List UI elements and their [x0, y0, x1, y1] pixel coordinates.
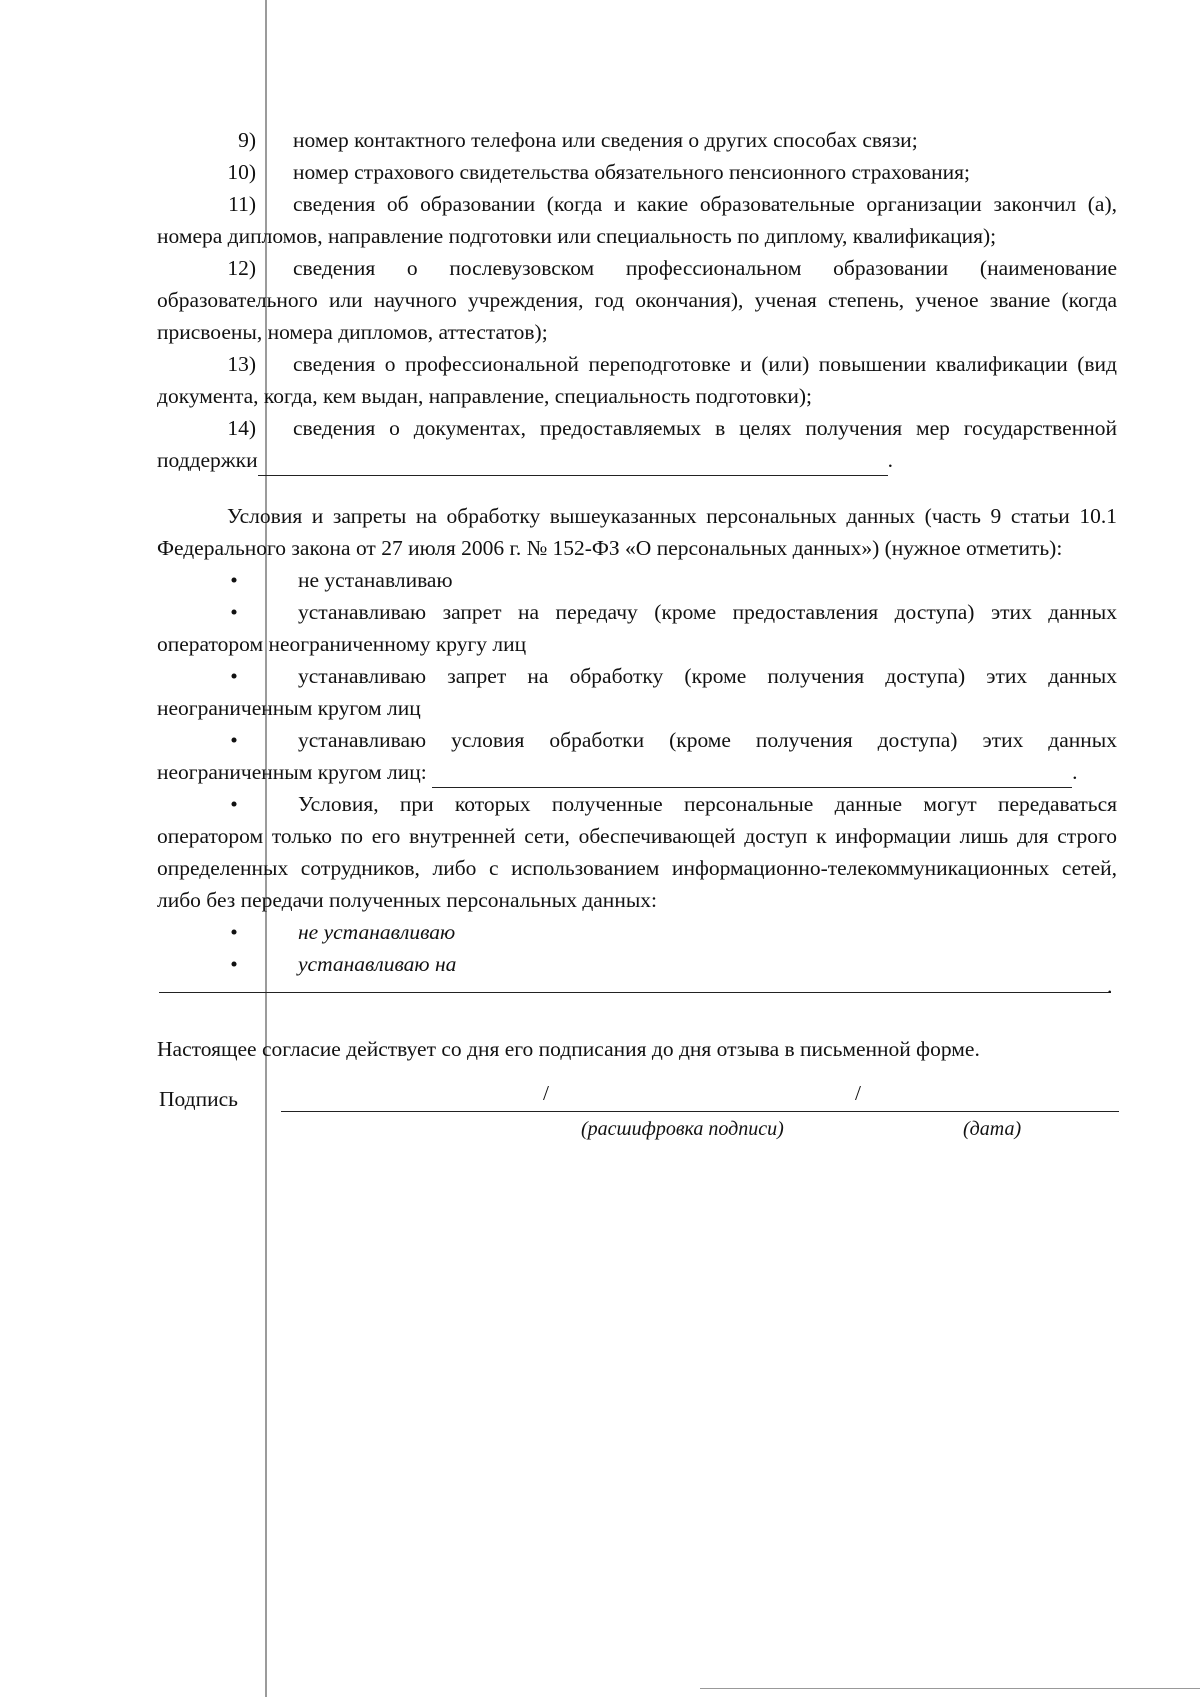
item-text: сведения об образовании (когда и какие образовательные организации закончил (а), номера дипломов, направление подготовки или специальность по диплому, квалификация);: [157, 192, 1117, 248]
option-text: устанавливаю запрет на обработку (кроме получения доступа) этих данных неограниченным кругом лиц: [157, 664, 1117, 720]
item-number: 13): [227, 352, 256, 376]
line-end: .: [1072, 760, 1078, 784]
item-number: 11): [228, 192, 256, 216]
list-item-14: [157, 412, 1117, 476]
item-number: 9): [238, 128, 256, 152]
bullet-icon: •: [230, 792, 238, 816]
fill-in-rule[interactable]: [159, 992, 1111, 993]
list-item-10: [157, 156, 1117, 188]
line-end: .: [1107, 974, 1113, 998]
bullet-icon: •: [230, 600, 238, 624]
option-text: не устанавливаю: [298, 920, 456, 944]
item-number: 12): [227, 256, 256, 280]
option-text: устанавливаю условия обработки (кроме получения доступа) этих данных неограниченным кругом лиц:: [157, 728, 1117, 784]
separator-slash: /: [543, 1081, 549, 1105]
signature-decode-caption: (расшифровка подписи): [581, 1118, 784, 1140]
signature-block: [157, 1083, 1117, 1183]
network-clause: [157, 788, 1117, 916]
condition-option-1: [157, 564, 1117, 596]
conditions-intro: Условия и запреты на обработку вышеуказанных персональных данных (часть 9 статьи 10.1 Федерального закона от 27 июля 2006 г. № 152-ФЗ «О персональных данных») (нужное отметить):: [157, 504, 1117, 560]
document-page: [157, 124, 1117, 1183]
bullet-icon: •: [230, 568, 238, 592]
list-item-13: [157, 348, 1117, 412]
option-text: устанавливаю на: [298, 952, 457, 976]
bullet-icon: •: [230, 728, 238, 752]
item-text: номер контактного телефона или сведения о других способах связи;: [293, 128, 918, 152]
line-end: .: [887, 448, 893, 472]
option-text: не устанавливаю: [298, 568, 453, 592]
signature-line[interactable]: [281, 1111, 1119, 1112]
item-text: сведения о профессиональной переподготовке и (или) повышении квалификации (вид документа, когда, кем выдан, направление, специальность подготовки);: [157, 352, 1117, 408]
list-item-12: [157, 252, 1117, 348]
list-item-9: [157, 124, 1117, 156]
item-text: сведения о документах, предоставляемых в целях получения мер государственной поддержки: [157, 416, 1117, 472]
item-number: 10): [227, 160, 256, 184]
option-text: устанавливаю запрет на передачу (кроме предоставления доступа) этих данных оператором неограниченному кругу лиц: [157, 600, 1117, 656]
network-option-1: [157, 916, 1117, 948]
bullet-icon: •: [230, 920, 238, 944]
item-number: 14): [227, 416, 256, 440]
network-option-2: [157, 948, 1117, 980]
fill-in-line[interactable]: [258, 453, 888, 476]
condition-option-4: [157, 724, 1117, 788]
clause-text: Условия, при которых полученные персональные данные могут передаваться оператором только по его внутренней сети, обеспечивающей доступ к информации лишь для строго определенных сотрудников, либо с использованием информационно-телекоммуникационных сетей, либо без передачи полученных персональных данных:: [157, 792, 1117, 912]
bullet-icon: •: [230, 664, 238, 688]
scan-bottom-line: [700, 1688, 1200, 1689]
bullet-icon: •: [230, 952, 238, 976]
date-caption: (дата): [963, 1118, 1022, 1140]
condition-option-2: [157, 596, 1117, 660]
item-text: номер страхового свидетельства обязательного пенсионного страхования;: [293, 160, 970, 184]
fill-in-line[interactable]: [432, 765, 1072, 788]
list-item-11: [157, 188, 1117, 252]
item-text: сведения о послевузовском профессиональном образовании (наименование образовательного или научного учреждения, год окончания), ученая степень, ученое звание (когда присвоены, номера дипломов, аттестатов);: [157, 256, 1117, 344]
separator-slash: /: [855, 1081, 861, 1105]
validity-statement: Настоящее согласие действует со дня его подписания до дня отзыва в письменной форме.: [157, 1037, 980, 1061]
signature-label: Подпись: [159, 1087, 238, 1111]
condition-option-3: [157, 660, 1117, 724]
